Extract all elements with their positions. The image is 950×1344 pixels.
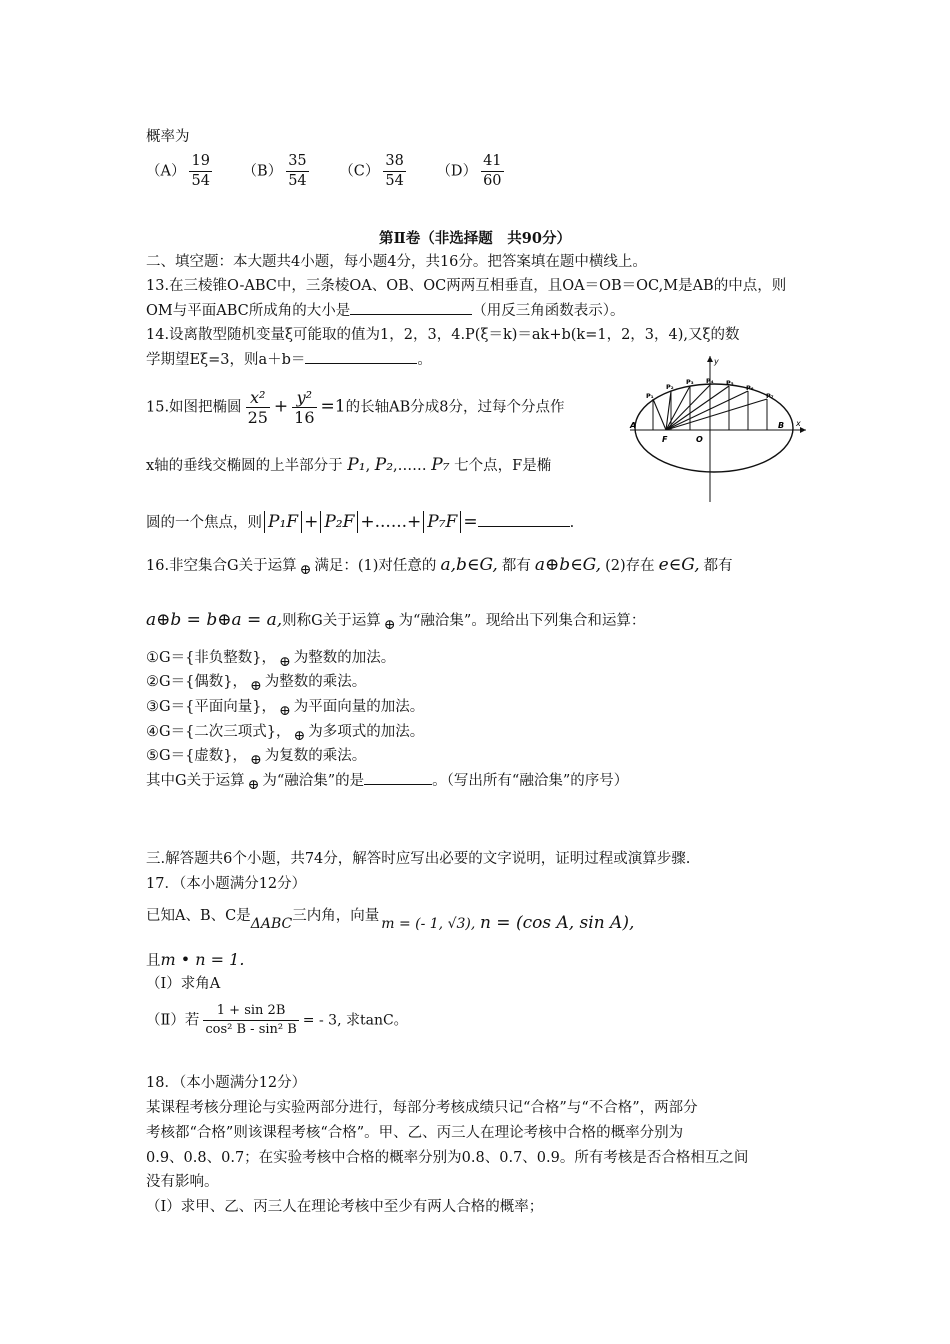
label-b: B — [778, 421, 785, 430]
q18-line-1: 某课程考核分理论与实验两部分进行，每部分考核成绩只记“合格”与“不合格”，两部分 — [146, 1100, 698, 1116]
q15-frac-x: $\frac{\text{x²}}{25}$ — [247, 388, 268, 427]
option-d: （D） $\frac{41}{60}$ — [436, 153, 502, 189]
label-p1: P₁ — [646, 392, 654, 400]
q15-frac-y: $\frac{\text{y²}}{16}$ — [294, 388, 315, 427]
x-axis-arrow-icon — [800, 427, 806, 433]
q17-part1: （Ⅰ）求角A — [146, 976, 221, 992]
option-a: （A） $\frac{19}{54}$ — [146, 153, 210, 189]
option-d-fraction: $\frac{41}{60}$ — [483, 153, 502, 189]
mc-options — [146, 152, 530, 191]
q17-line2: 且m • n = 1. — [146, 950, 245, 969]
q18-line-3: 0.9、0.8、0.7；在实验考核中合格的概率分别为0.8、0.7、0.9。所有考核是否合格相互之间 — [146, 1150, 749, 1166]
label-p5: P₅ — [726, 379, 734, 387]
q16-line1: 16.非空集合G关于运算 ⊕ 满足：(1)对任意的 a,b∈G, 都有 a⊕b∈G, (2)存在 e∈G, 都有 — [146, 555, 733, 578]
option-c: （C） $\frac{38}{54}$ — [339, 153, 404, 189]
q18-line-4: 没有影响。 — [146, 1174, 219, 1190]
option-c-fraction: $\frac{38}{54}$ — [385, 153, 404, 189]
section3-instruction: 三.解答题共6个小题，共74分，解答时应写出必要的文字说明，证明过程或演算步骤. — [146, 851, 691, 867]
label-o: O — [696, 435, 703, 444]
q14-line2: 学期望Eξ=3，则a＋b＝ 。 — [146, 349, 432, 370]
q13-line2: OM与平面ABC所成角的大小是 （用反三角函数表示）。 — [146, 300, 624, 321]
q16-answer-blank[interactable] — [364, 770, 432, 785]
q16-last-line: 其中G关于运算 ⊕ 为“融洽集”的是 。（写出所有“融洽集”的序号） — [146, 770, 628, 791]
q15-line3: 圆的一个焦点，则 P₁F + P₂F +......+ P₇F = . — [146, 512, 575, 532]
q18-line-2: 考核都“合格”则该课程考核“合格”。甲、乙、丙三人在理论考核中合格的概率分别为 — [146, 1125, 684, 1141]
q17-line1: 已知A、B、C是ΔABC三内角，向量 m = (- 1, √3), n = (cos A, sin A), — [146, 908, 635, 933]
option-b: （B） $\frac{35}{54}$ — [242, 153, 307, 189]
q16-line2: a⊕b = b⊕a = a,则称G关于运算 ⊕ 为“融洽集”。现给出下列集合和运算： — [146, 610, 646, 633]
label-p3: P₃ — [686, 378, 694, 386]
intro-text: 概率为 — [146, 129, 190, 145]
label-x: x — [796, 419, 801, 428]
label-p6: P₆ — [746, 384, 754, 392]
q15-answer-blank[interactable] — [478, 516, 570, 527]
label-p4: P₄ — [706, 377, 714, 385]
section2-instruction: 二、填空题：本大题共4小题，每小题4分，共16分。把答案填在题中横线上。 — [146, 254, 647, 270]
q17-header: 17．（本小题满分12分） — [146, 876, 307, 892]
q16-item-2: ②G＝{偶数}， ⊕ 为整数的乘法。 — [146, 674, 367, 694]
label-p7: P₇ — [766, 392, 774, 400]
section2-title: 第Ⅱ卷（非选择题 共90分） — [379, 230, 571, 247]
q15-line1: 15.如图把椭圆 $\frac{\text{x²}}{25}$ + $\frac{\text{y²}}{16}$ =1的长轴AB分成8分，过每个分点作 — [146, 388, 565, 427]
label-p2: P₂ — [666, 383, 674, 391]
q16-item-4: ④G＝{二次三项式}， ⊕ 为多项式的加法。 — [146, 724, 425, 744]
label-f: F — [662, 435, 668, 444]
q16-item-5: ⑤G＝{虚数}， ⊕ 为复数的乘法。 — [146, 748, 367, 768]
q17-fraction: $\frac{1 + \sin 2B}{\text{cos² B - sin² B}}$ — [205, 1003, 297, 1037]
q16-item-3: ③G＝{平面向量}， ⊕ 为平面向量的加法。 — [146, 699, 425, 719]
ellipse-figure — [620, 352, 812, 504]
label-a: A — [630, 421, 637, 430]
q13-answer-blank[interactable] — [350, 300, 472, 315]
q16-item-1: ①G＝{非负整数}， ⊕ 为整数的加法。 — [146, 650, 396, 670]
q18-header: 18．（本小题满分12分） — [146, 1075, 307, 1091]
q15-line2: x轴的垂线交椭圆的上半部分于 P₁, P₂,…… P₇ 七个点，F是椭 — [146, 455, 552, 475]
option-a-fraction: $\frac{19}{54}$ — [191, 153, 210, 189]
q18-line-5: （Ⅰ）求甲、乙、丙三人在理论考核中至少有两人合格的概率； — [146, 1199, 544, 1215]
q14-line1: 14.设离散型随机变量ξ可能取的值为1，2，3，4.P(ξ＝k)＝ak+b(k=1，2，3，4),又ξ的数 — [146, 327, 740, 343]
q17-part2: （Ⅱ）若 $\frac{1 + \sin 2B}{\text{cos² B - sin² B}}$ = - 3, 求tanC。 — [146, 1003, 408, 1037]
q14-answer-blank[interactable] — [305, 349, 417, 364]
q13-line1: 13.在三棱锥O-ABC中，三条棱OA、OB、OC两两互相垂直，且OA＝OB＝OC,M是AB的中点，则 — [146, 278, 787, 294]
y-axis-arrow-icon — [707, 356, 713, 362]
option-b-fraction: $\frac{35}{54}$ — [288, 153, 307, 189]
label-y: y — [714, 357, 719, 366]
